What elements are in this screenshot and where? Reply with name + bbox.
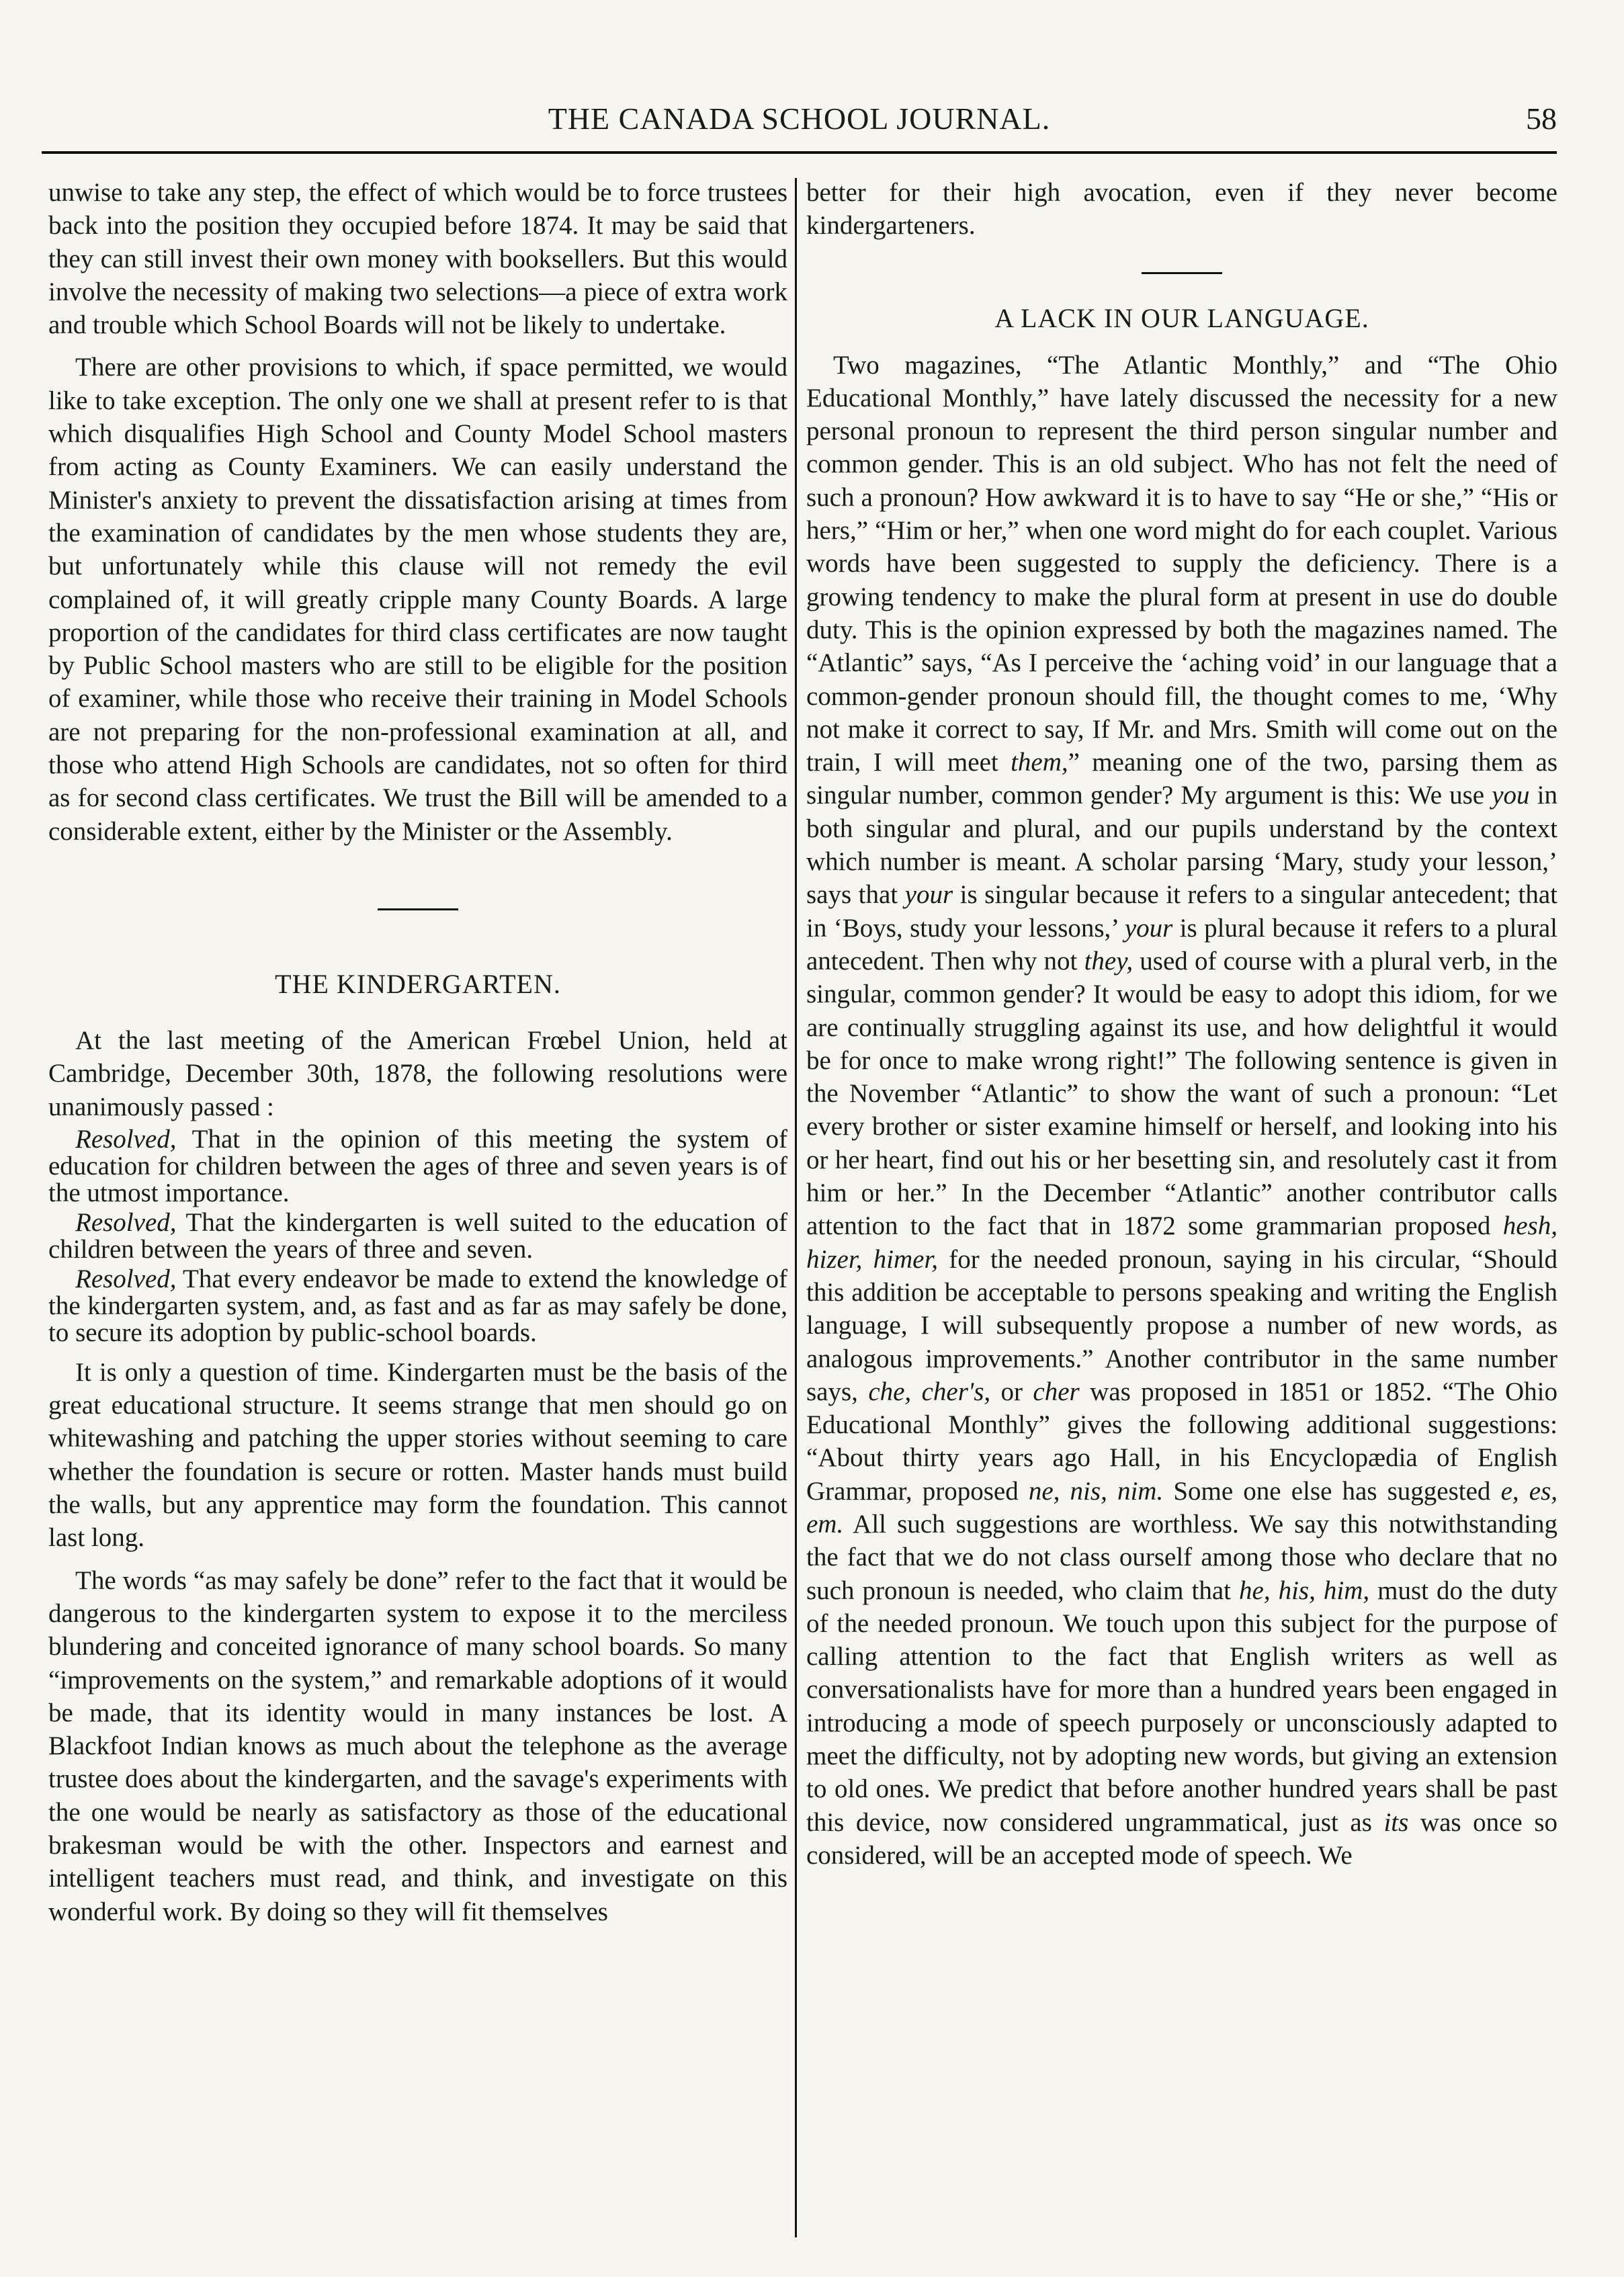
resolution-1: Resolved, That in the opinion of this meeting the system of education for children between the ages of three and seven years is of the utmost importance. [48,1124,787,1207]
paragraph-kindergarten-intro: At the last meeting of the American Frœbel Union, held at Cambridge, December 30th, 1878, the following resolutions were unanimously passed : [48,1025,787,1121]
section-heading-kindergarten: THE KINDERGARTEN. [275,968,561,999]
page-header [42,101,1557,148]
paragraph-question-of-time: It is only a question of time. Kindergarten must be the basis of the great educational structure. It seems strange that men should go on whitewashing and patching the upper stories without seeming to care whether the foundation is secure or rotten. Master hands must build the walls, but any apprentice may form the foundation. This cannot last long. [48,1357,787,1553]
paragraph-kindergarten-continued: better for their high avocation, even if they never become kindergarteners. [806,178,1557,241]
journal-title: THE CANADA SCHOOL JOURNAL. [548,101,1051,136]
page-number: 58 [1526,101,1557,136]
resolved-label: Resolved, [75,1124,177,1154]
right-column [806,176,1557,1872]
paragraph-as-may-safely: The words “as may safely be done” refer to the fact that it would be dangerous to the kindergarten system to expose it to the merciless blundering and conceited ignorance of many school boards. So many “improvements on the system,” and remarkable adoptions of it would be made, that its identity would in many instances be lost. A Blackfoot Indian knows as much about the telephone as the average trustee does about the kindergarten, and the savage's experiments with the one would be nearly as satisfactory as those of the educational brakesman would be with the other. Inspectors and earnest and intelligent teachers must read, and think, and investigate on this wonderful work. By doing so they will fit themselves [48,1565,787,1926]
column-divider [795,178,797,2237]
left-column [48,176,787,1928]
paragraph-textbooks-continued: unwise to take any step, the effect of which would be to force trustees back into the position they occupied before 1874. It may be said that they can still invest their own money with booksellers. But this would involve the necessity of making two selections—a piece of extra work and trouble which School Boards will not be likely to undertake. [48,178,787,340]
section-heading-lack-in-language: A LACK IN OUR LANGUAGE. [994,302,1369,333]
paragraph-pronoun-discussion: Two magazines, “The Atlantic Monthly,” and “The Ohio Educational Monthly,” have lately discussed the necessity for a new personal pronoun to represent the third person singular number and common gender. This is an old subject. Who has not felt the need of such a pronoun? How awkward it is to have to say “He or she,” “His or hers,” “Him or her,” when one word might do for each couplet. Various words have been suggested to supply the deficiency. There is a growing tendency to make the plural form at present in use do double duty. This is the opinion expressed by both the magazines named. The “Atlantic” says, “As I perceive the ‘aching void’ in our language that a common-gender pronoun should fill, the thought comes to me, ‘Why not make it correct to say, If Mr. and Mrs. Smith will come out on the train, I will meet them,” meaning one of the two, parsing them as singular number, common gender? My argument is this: We use you in both singular and plural, and our pupils understand by the context which number is meant. A scholar parsing ‘Mary, study your lesson,’ says that your is singular because it refers to a singular antecedent; that in ‘Boys, study your lessons,’ your is plural because it refers to a plural antecedent. Then why not they, used of course with a plural verb, in the singular, common gender? It would be easy to adopt this idiom, for we are continually struggling against its use, and how delightful it would be for once to make wrong right!” The following sentence is given in the November “Atlantic” to show the want of such a pronoun: “Let every brother or sister examine himself or herself, and looking into his or her heart, find out his or her besetting sin, and resolutely cast it from him or her.” In the December “Atlantic” another contributor calls attention to the fact that in 1872 some grammarian proposed hesh, hizer, himer, for the needed pronoun, saying in his circular, “Should this addition be acceptable to persons speaking and writing the English language, I will subsequently propose a number of new words, as analogous improvements.” Another contributor in the same number says, che, cher's, or cher was proposed in 1851 or 1852. “The Ohio Educational Monthly” gives the following additional suggestions: “About thirty years ago Hall, in his Encyclopædia of English Grammar, proposed ne, nis, nim. Some one else has suggested e, es, em. All such suggestions are worthless. We say this notwithstanding the fact that we do not class ourself among those who declare that no such pronoun is needed, who claim that he, his, him, must do the duty of the needed pronoun. We touch upon this subject for the purpose of calling attention to the fact that English writers as well as conversationalists have for more than a hundred years been engaged in introducing a mode of speech purposely or unconsciously adapted to meet the difficulty, not by adopting new words, but giving an extension to old ones. We predict that before another hundred years shall be past this device, now considered ungrammatical, just as its was once so considered, will be an accepted mode of speech. We [806,350,1558,1870]
header-rule [42,151,1557,154]
resolved-label: Resolved, [75,1264,177,1293]
resolution-2: Resolved, That the kindergarten is well suited to the education of children between the years of three and seven. [48,1207,787,1264]
resolved-label: Resolved, [75,1207,177,1237]
paragraph-other-provisions: There are other provisions to which, if space permitted, we would like to take exception. The only one we shall at present refer to is that which disqualifies High School and County Model School masters from acting as County Examiners. We can easily understand the Minister's anxiety to prevent the dissatisfaction arising at times from the examination of candidates by the men whose students they are, but unfortunately while this clause will not remedy the evil complained of, it will greatly cripple many County Boards. A large proportion of the candidates for third class certificates are now taught by Public School masters who are still to be eligible for the position of examiner, while those who receive their training in Model Schools are not preparing for the non-professional examination at all, and those who attend High Schools are candidates, not so often for third as for second class certificates. We trust the Bill will be amended to a considerable extent, either by the Minister or the Assembly. [48,353,787,846]
resolution-3: Resolved, That every endeavor be made to extend the knowledge of the kindergarten system, and, as fast and as far as may safely be done, to secure its adoption by public-school boards. [48,1264,787,1347]
